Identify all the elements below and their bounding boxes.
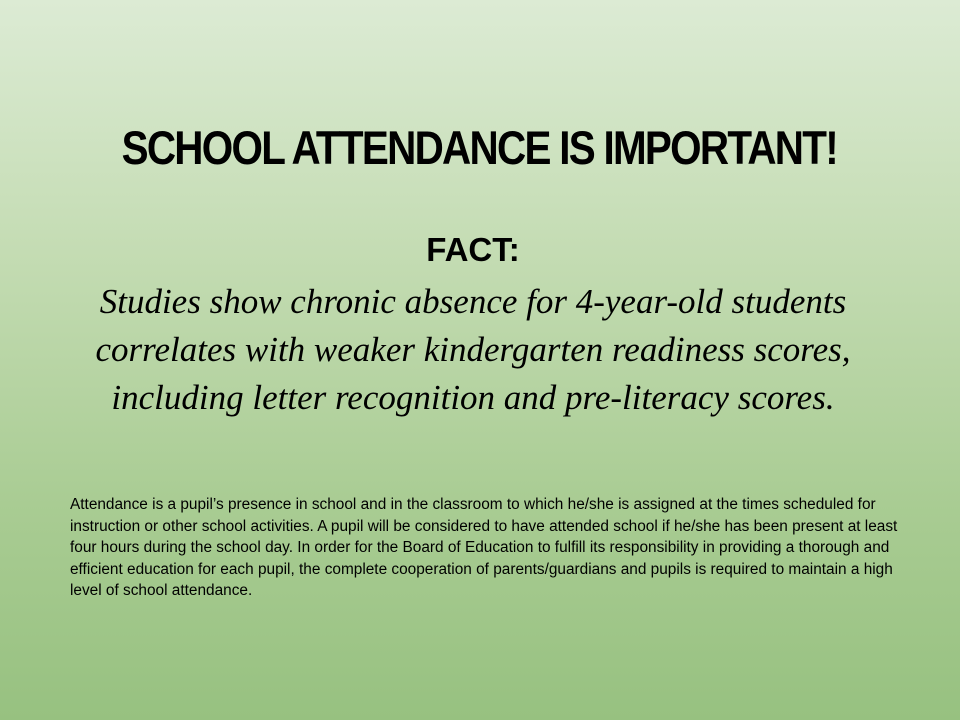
attendance-policy-text: Attendance is a pupil’s presence in school and in the classroom to which he/she is assigned at the times scheduled for instruction or other school activities. A pupil will be considered to have attended school if he/she has been present at least four hours during the school day. In order for the Board of Education to fulfill its responsibility in providing a thorough and efficient education for each pupil, the complete cooperation of parents/guardians and pupils is required to maintain a high level of school attendance. bbox=[70, 496, 898, 599]
fact-text: Studies show chronic absence for 4-year-old students correlates with weaker kindergarten readiness scores, including letter recognition and pre-literacy scores. bbox=[95, 282, 851, 417]
fact-label: FACT: bbox=[426, 231, 520, 268]
slide-title: SCHOOL ATTENDANCE IS IMPORTANT! bbox=[121, 121, 837, 174]
